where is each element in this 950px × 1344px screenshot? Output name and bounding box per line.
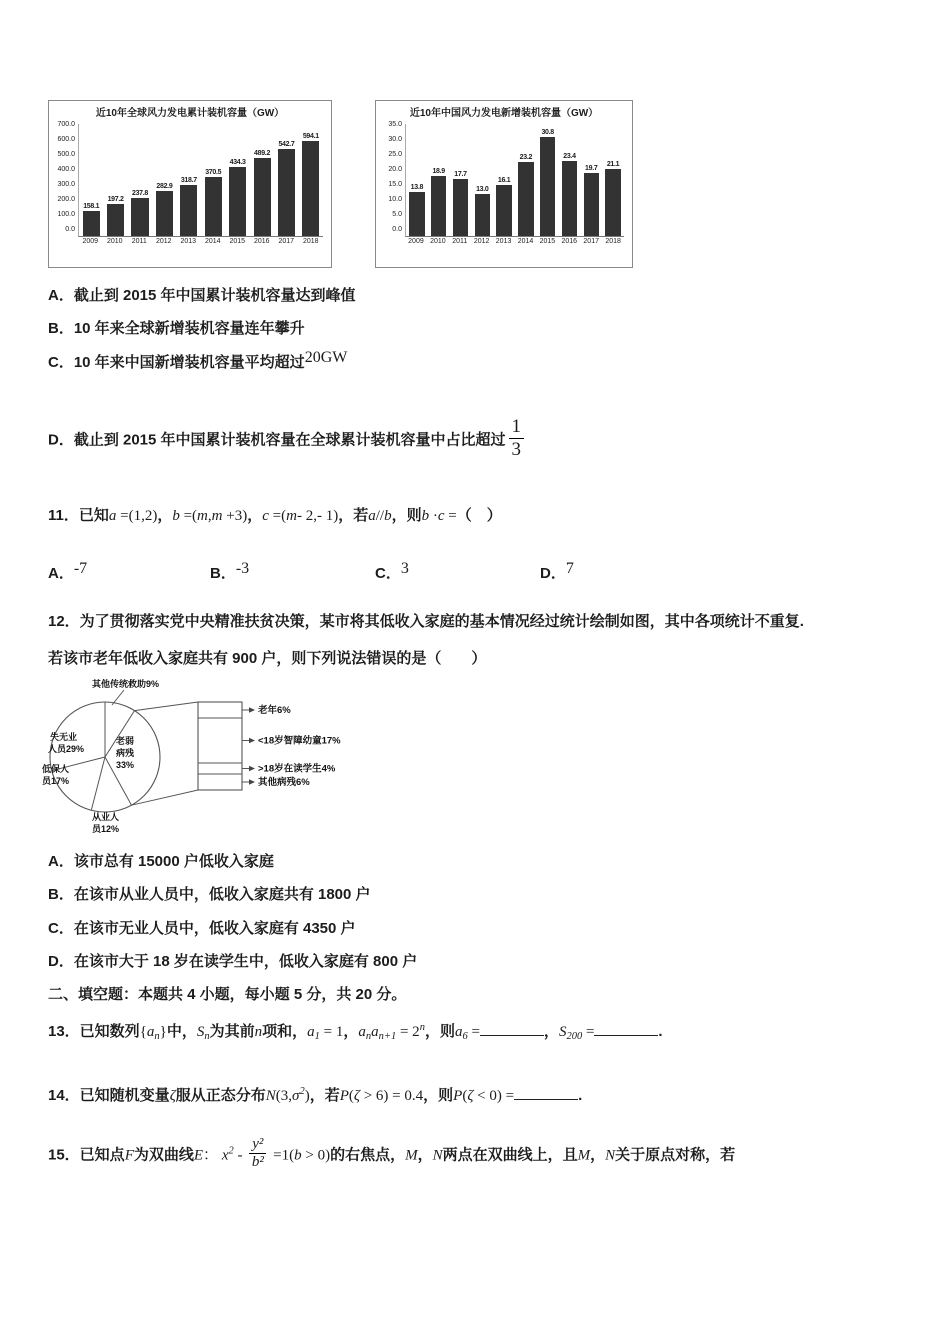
- bar-slot: [602, 124, 624, 236]
- bar-value-label: 23.4: [563, 153, 576, 161]
- y-axis-tick: 300.0: [57, 181, 75, 188]
- bar: [562, 161, 577, 236]
- x-axis-label: 2018: [605, 238, 621, 245]
- bar-slot: [559, 124, 581, 236]
- q10-option-a: A．截止到 2015 年中国累计装机容量达到峰值: [48, 287, 356, 304]
- y-axis-tick: 700.0: [57, 121, 75, 128]
- bar-value-label: 434.3: [229, 158, 246, 166]
- pie-figure: [36, 672, 616, 840]
- breakdown-label-elderly: 老年6%: [258, 705, 291, 716]
- q11-option-a: A．-7: [48, 560, 88, 582]
- y-axis-tick: 500.0: [57, 151, 75, 158]
- bar-slot: [580, 124, 602, 236]
- y-axis-tick: 15.0: [388, 181, 402, 188]
- bar-slot: [515, 124, 537, 236]
- x-axis-label: 2013: [495, 238, 512, 245]
- bar-value-label: 30.8: [541, 129, 554, 137]
- q11-option-d: D．7: [540, 560, 574, 582]
- chart-plot-area: [49, 120, 331, 248]
- arrow-icon: [249, 738, 255, 744]
- answer-blank: [480, 1020, 544, 1036]
- q12-option-b: B．在该市从业人员中，低收入家庭共有 1800 户: [48, 886, 371, 903]
- section-header-fill-in: 二、填空题：本题共 4 小题，每小题 5 分，共 20 分。: [48, 986, 407, 1003]
- x-axis-label: 2016: [253, 238, 270, 245]
- answer-blank: [594, 1020, 658, 1036]
- bar-value-label: 237.8: [132, 190, 149, 197]
- x-axis-label: 2012: [473, 238, 490, 245]
- bar-slot: [250, 124, 274, 236]
- bar-value-label: 542.7: [278, 141, 295, 149]
- x-axis-label: 2018: [302, 238, 319, 245]
- bar-slot: [450, 124, 472, 236]
- pie-label-other-aid: 其他传统救助9%: [92, 679, 160, 689]
- q12-option-a: A．该市总有 15000 户低收入家庭: [48, 853, 274, 870]
- bar-value-label: 489.2: [254, 149, 271, 157]
- arrow-icon: [249, 779, 255, 785]
- y-axis-tick: 100.0: [57, 211, 75, 218]
- bar: [302, 141, 319, 236]
- bar-slot: [274, 124, 298, 236]
- breakdown-label-children: <18岁智障幼童17%: [258, 735, 341, 747]
- q13-stem: 13．已知数列$\{a_n\}$中，$S_n$为其前n项和，$a_1 = 1$，$a_na_{n+1} = 2^n$，则$a_6$ = ，$S_{200}$ = .: [48, 1022, 663, 1042]
- chart-global-cumulative-capacity: [48, 100, 332, 268]
- bar-value-label: 18.9: [432, 167, 445, 175]
- bar-slot: [493, 124, 515, 236]
- bar-value-label: 158.1: [83, 202, 100, 210]
- y-axis: [379, 121, 405, 233]
- pie-label-employed-2: 员12%: [92, 824, 120, 834]
- bar: [83, 211, 100, 236]
- y-axis-tick: 30.0: [388, 136, 402, 143]
- x-axis: [78, 238, 323, 248]
- fraction: $\frac{1}{3}$: [509, 416, 525, 461]
- bar-slot: [471, 124, 493, 236]
- x-axis-label: 2015: [539, 238, 556, 245]
- projection-line: [135, 702, 199, 711]
- q14-stem: 14．已知随机变量ζ服从正态分布$N(3,\sigma^2)$，若P(ζ > 6) = 0.4，则P(ζ < 0) = .: [48, 1086, 583, 1104]
- bar-slot: [406, 124, 428, 236]
- x-axis-label: 2009: [408, 238, 424, 245]
- pie-label-unemployed-1: 失无业: [50, 732, 78, 742]
- bar-value-label: 282.9: [156, 182, 173, 190]
- y-axis-tick: 20.0: [388, 166, 402, 173]
- bar-slot: [428, 124, 450, 236]
- x-axis: [405, 238, 624, 248]
- pie-label-employed-1: 从业人: [92, 812, 120, 822]
- bar: [431, 176, 446, 237]
- y-axis-tick: 0.0: [392, 226, 402, 233]
- pie-label-elderly-2: 病残: [116, 748, 135, 758]
- x-axis-label: 2017: [278, 238, 295, 245]
- chart-plot-area: [376, 120, 632, 248]
- bar: [180, 185, 197, 236]
- bar-value-label: 17.7: [454, 171, 467, 179]
- bar: [453, 179, 468, 236]
- breakdown-label-other-sick: 其他病残6%: [258, 777, 310, 788]
- bar: [409, 192, 424, 236]
- chart-title: 近10年全球风力发电累计装机容量（GW）: [95, 108, 285, 119]
- pie-label-unemployed-2: 人员29%: [48, 744, 85, 754]
- x-axis-label: 2017: [583, 238, 599, 245]
- y-axis-tick: 0.0: [65, 226, 75, 233]
- x-axis-label: 2014: [204, 238, 221, 245]
- q11-option-c: C．3: [375, 560, 409, 582]
- pie-label-lowincome-2: 员17%: [42, 776, 70, 786]
- fraction: $\frac{\text{y²}}{\text{b²}}$: [249, 1136, 266, 1172]
- breakdown-rect: [198, 702, 242, 790]
- pie-label-lowincome-1: 低保人: [42, 764, 70, 774]
- y-axis-tick: 5.0: [392, 211, 402, 218]
- x-axis-label: 2010: [430, 238, 446, 245]
- bar-slot: [299, 124, 323, 236]
- y-axis-tick: 35.0: [388, 121, 402, 128]
- bar-value-label: 19.7: [585, 165, 598, 172]
- x-axis-label: 2013: [180, 238, 197, 245]
- bar-slot: [177, 124, 201, 236]
- x-axis-label: 2015: [229, 238, 246, 245]
- q11-option-b: B．-3: [210, 560, 250, 582]
- pie-label-elderly-3: 33%: [116, 760, 135, 770]
- bar-value-label: 13.8: [410, 183, 424, 191]
- bar: [496, 185, 511, 237]
- arrow-icon: [249, 707, 255, 713]
- slice-line: [91, 757, 105, 810]
- bar: [605, 169, 620, 237]
- bar: [156, 191, 173, 236]
- bar-slot: [201, 124, 225, 236]
- arrow-icon: [249, 766, 255, 772]
- answer-blank: [514, 1084, 578, 1100]
- x-axis-label: 2011: [131, 238, 147, 245]
- y-axis-tick: 25.0: [388, 151, 402, 158]
- x-axis-label: 2014: [517, 238, 534, 245]
- bar: [278, 149, 295, 236]
- q12-stem-line2: 若该市老年低收入家庭共有 900 户，则下列说法错误的是（ ）: [48, 650, 487, 667]
- bar-slot: [152, 124, 176, 236]
- bar: [107, 204, 124, 236]
- x-axis-label: 2012: [155, 238, 172, 245]
- chart-china-new-capacity: [375, 100, 633, 268]
- bar-value-label: 23.2: [519, 153, 533, 161]
- bars: [405, 124, 624, 237]
- x-axis-label: 2009: [82, 238, 99, 245]
- bar: [518, 162, 533, 236]
- q11-stem: 11．已知a =(1,2)，b =(m,m +3)，c =(m- 2,- 1)，若a//b，则b ·c =（ ）: [48, 507, 502, 524]
- q12-stem-line1: 12．为了贯彻落实党中央精准扶贫决策，某市将其低收入家庭的基本情况经过统计绘制如图，其中各项统计不重复.: [48, 613, 804, 630]
- bar: [540, 137, 555, 236]
- bar-slot: [225, 124, 249, 236]
- q10-option-d: D．截止到 2015 年中国累计装机容量在全球累计装机容量中占比超过 $\frac{1}{3}$: [48, 418, 527, 463]
- bar-value-label: 197.2: [107, 196, 124, 204]
- pie-label-elderly-1: 老弱: [116, 736, 135, 746]
- bars: [78, 124, 323, 237]
- bar: [229, 167, 246, 237]
- breakdown-label-students: >18岁在读学生4%: [258, 763, 336, 775]
- bar-value-label: 16.1: [497, 176, 511, 184]
- bar-value-label: 594.1: [302, 132, 319, 140]
- bar-slot: [79, 124, 103, 236]
- bar: [584, 173, 599, 236]
- q10-option-b: B．10 年来全球新增装机容量连年攀升: [48, 320, 305, 337]
- bar-value-label: 13.0: [476, 186, 489, 194]
- x-axis-label: 2016: [561, 238, 578, 245]
- q12-option-c: C．在该市无业人员中，低收入家庭有 4350 户: [48, 920, 356, 937]
- x-axis-label: 2011: [452, 238, 468, 245]
- bar-value-label: 21.1: [606, 160, 620, 168]
- y-axis-tick: 200.0: [57, 196, 75, 203]
- bar: [131, 198, 148, 236]
- y-axis-tick: 10.0: [388, 196, 402, 203]
- y-axis-tick: 600.0: [57, 136, 75, 143]
- x-axis-label: 2010: [106, 238, 123, 245]
- bar: [205, 177, 222, 236]
- chart-title: 近10年中国风力发电新增装机容量（GW）: [409, 108, 599, 119]
- bar-slot: [103, 124, 127, 236]
- bar-value-label: 318.7: [180, 177, 197, 184]
- bar-slot: [128, 124, 152, 236]
- y-axis: [52, 121, 78, 233]
- y-axis-tick: 400.0: [57, 166, 75, 173]
- bar-slot: [537, 124, 559, 236]
- bar: [475, 194, 490, 236]
- q12-option-d: D．在该市大于 18 岁在读学生中，低收入家庭有 800 户: [48, 953, 418, 970]
- bar-value-label: 370.5: [205, 168, 222, 176]
- bar: [254, 158, 271, 236]
- q10-option-c: C．10 年来中国新增装机容量平均超过20GW: [48, 349, 348, 371]
- q15-stem: 15．已知点F为双曲线E： $x^2$ - $\frac{\text{y²}}{\text{b²}}$ =1(b > 0)的右焦点，M，N两点在双曲线上，且M，N关于原点对称，若: [48, 1136, 736, 1171]
